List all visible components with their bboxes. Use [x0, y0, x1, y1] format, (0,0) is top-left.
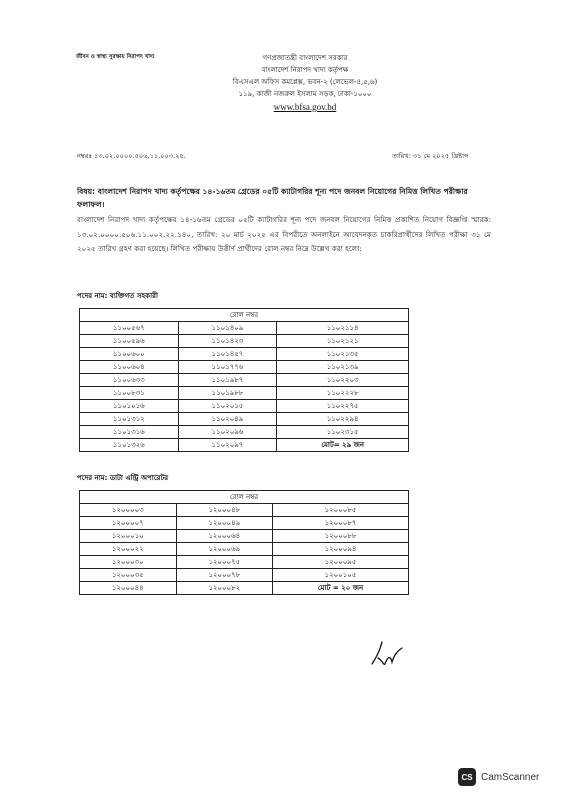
- roll-number-cell: ১১০০৮৩১: [80, 387, 179, 400]
- roll-number-cell: ১১০১৪৫৭: [178, 348, 277, 361]
- table-row: [80, 361, 409, 374]
- roll-number-cell: ১১০২১২১: [277, 335, 409, 348]
- roll-number-cell: ১১০১৩২৬: [80, 439, 179, 452]
- roll-number-cell: ১১০২২৭৫: [277, 400, 409, 413]
- roll-number-cell: ১২০০০৪৮: [176, 504, 272, 517]
- slogan-text: জীবন ও স্বাস্থ্য সুরক্ষায় নিরাপদ খাদ্য: [76, 54, 155, 60]
- post-title-data-entry-operator: পদের নাম: ডাটা এন্ট্রি অপারেটর: [77, 474, 169, 482]
- roll-number-cell: ১২০০০৭৮: [176, 569, 272, 582]
- table-row: [80, 374, 409, 387]
- notice-body: বাংলাদেশ নিরাপদ খাদ্য কর্তৃপক্ষের ১৪-১৬তম গ্রেডের ০৫টি ক্যাটাগরির শূন্য পদে জনবল নিয়োগের নিমিত্ত প্রকাশিত নিয়োগ বিজ্ঞপ্তি স্মারক: ১৩.০২.০০০০.৫০৬.১১.০০২.২২.১৪০, তারিখ: ২০ মার্চ ২০২৫ এর বিপরীতে অনলাইনে আবেদনকৃত চাকরিপ্রার্থীদের লিখিত পরীক্ষা ৩১ মে ২০২৫ তারিখ গ্রহণ করা হয়েছে। লিখিত পরীক্ষায় উত্তীর্ণ প্রার্থীদের রোল নম্বর নিম্নে উল্লেখ করা হলো:: [77, 215, 491, 253]
- government-name: গণপ্রজাতন্ত্রী বাংলাদেশ সরকার: [262, 54, 348, 62]
- table-row: [80, 426, 409, 439]
- roll-number-cell: ১২০০০৭৫: [176, 556, 272, 569]
- roll-number-cell: ১১০০৫৬৭: [80, 322, 179, 335]
- roll-number-cell: ১১০২০১৫: [178, 400, 277, 413]
- table-row: [80, 530, 409, 543]
- roll-number-cell: ১২০০০০৭: [80, 517, 177, 530]
- roll-number-cell: ১১০১৩১৬: [80, 426, 179, 439]
- website-link[interactable]: www.bfsa.gov.bd: [273, 102, 337, 112]
- roll-number-cell: ১২০০০৬৯: [176, 543, 272, 556]
- roll-number-cell: ১২০০০৬৪: [176, 530, 272, 543]
- roll-number-cell: ১১০২১৩৯: [277, 361, 409, 374]
- roll-number-cell: ১২০০০০৩: [80, 504, 177, 517]
- table-header-row: [80, 491, 409, 504]
- roll-number-cell: ১১০২০৯৬: [178, 426, 277, 439]
- roll-table-data-entry-operator: [79, 490, 409, 595]
- roll-number-cell: ১১০১৯৮৭: [178, 374, 277, 387]
- notice-subject: বিষয়: বাংলাদেশ নিরাপদ খাদ্য কর্তৃপক্ষের ১৪-১৬তম গ্রেডের ০৫টি ক্যাটাগরির শূন্য পদে জনবল নিয়োগের নিমিত্ত লিখিত পরীক্ষার ফলাফল।: [77, 187, 468, 209]
- post-title-personal-assistant: পদের নাম: ব্যক্তিগত সহকারী: [77, 292, 158, 300]
- roll-number-cell: ১২০০০৯৪: [272, 543, 408, 556]
- roll-number-cell: ১১০০৬০০: [80, 348, 179, 361]
- total-count-cell: মোট = ২০ জন: [272, 582, 408, 595]
- table-row: [80, 504, 409, 517]
- roll-number-cell: ১১০০৬০৪: [80, 361, 179, 374]
- roll-number-cell: ১১০১০১৬: [80, 400, 179, 413]
- roll-number-cell: ১২০০০১০: [80, 530, 177, 543]
- roll-number-cell: ১১০১৪২৩: [178, 335, 277, 348]
- table-row: [80, 322, 409, 335]
- roll-number-cell: ১১০২০৯৭: [178, 439, 277, 452]
- table-row: [80, 387, 409, 400]
- roll-number-cell: ১১০১৩১২: [80, 413, 179, 426]
- roll-number-cell: ১২০০০৪৯: [176, 517, 272, 530]
- roll-number-cell: ১১০১৪০৯: [178, 322, 277, 335]
- roll-number-cell: ১১০১৯৮৮: [178, 387, 277, 400]
- roll-number-cell: ১১০২০৪৯: [178, 413, 277, 426]
- table-row: [80, 556, 409, 569]
- roll-number-cell: ১১০২১১৪: [277, 322, 409, 335]
- memo-number: নম্বরঃ ১৩.০২.০০০০.৫০৬.১১.০০৩.২৫.: [77, 152, 186, 160]
- table-row: [80, 413, 409, 426]
- roll-number-cell: ১১০২২২৮: [277, 387, 409, 400]
- roll-number-cell: ১১০২৩১৫: [277, 426, 409, 439]
- roll-number-cell: ১২০০০৯৫: [272, 556, 408, 569]
- roll-number-header: রোল নম্বর: [80, 491, 409, 504]
- roll-number-cell: ১২০০১০৫: [272, 569, 408, 582]
- total-count-cell: মোট= ২৯ জন: [277, 439, 409, 452]
- roll-number-cell: ১২০০০৮৮: [272, 530, 408, 543]
- authority-name: বাংলাদেশ নিরাপদ খাদ্য কর্তৃপক্ষ: [261, 66, 349, 74]
- table-row: [80, 582, 409, 595]
- roll-number-cell: ১২০০০৩০: [80, 556, 177, 569]
- roll-number-cell: ১১০২২০৩: [277, 374, 409, 387]
- table-row: [80, 517, 409, 530]
- roll-number-cell: ১১০০৫৯৬: [80, 335, 179, 348]
- roll-number-cell: ১২০০০২২: [80, 543, 177, 556]
- camscanner-label: CamScanner: [481, 771, 540, 783]
- roll-number-cell: ১২০০০৩৫: [80, 569, 177, 582]
- camscanner-logo-icon: CS: [458, 768, 476, 786]
- roll-number-cell: ১১০২১৩৫: [277, 348, 409, 361]
- office-address-line1: বিএসএল অফিস কমপ্লেক্স, ভবন-২ (লেভেল-৪,৫,৬): [232, 78, 378, 86]
- office-address-line2: ১১৯, কাজী নজরুল ইসলাম সড়ক, ঢাকা-১০০০: [238, 90, 372, 98]
- table-row: [80, 348, 409, 361]
- roll-number-header: রোল নম্বর: [80, 309, 409, 322]
- roll-number-cell: ১১০২২৯৪: [277, 413, 409, 426]
- roll-number-cell: ১১০০৬৩৩: [80, 374, 179, 387]
- camscanner-watermark: [458, 768, 539, 786]
- roll-number-cell: ১২০০০৮২: [176, 582, 272, 595]
- roll-table-personal-assistant: [79, 308, 409, 452]
- table-row: [80, 569, 409, 582]
- roll-number-cell: ১২০০০৮৭: [272, 517, 408, 530]
- roll-number-cell: ১১০১৭৭৬: [178, 361, 277, 374]
- table-row: [80, 400, 409, 413]
- table-row: [80, 335, 409, 348]
- notice-date: তারিখ: ৩১ মে ২০২৫ খ্রিষ্টাব্দ: [392, 152, 469, 160]
- table-row: [80, 439, 409, 452]
- table-row: [80, 543, 409, 556]
- roll-number-cell: ১২০০০৪৪: [80, 582, 177, 595]
- handwritten-signature: [368, 636, 408, 672]
- roll-number-cell: ১২০০০৮৫: [272, 504, 408, 517]
- table-header-row: [80, 309, 409, 322]
